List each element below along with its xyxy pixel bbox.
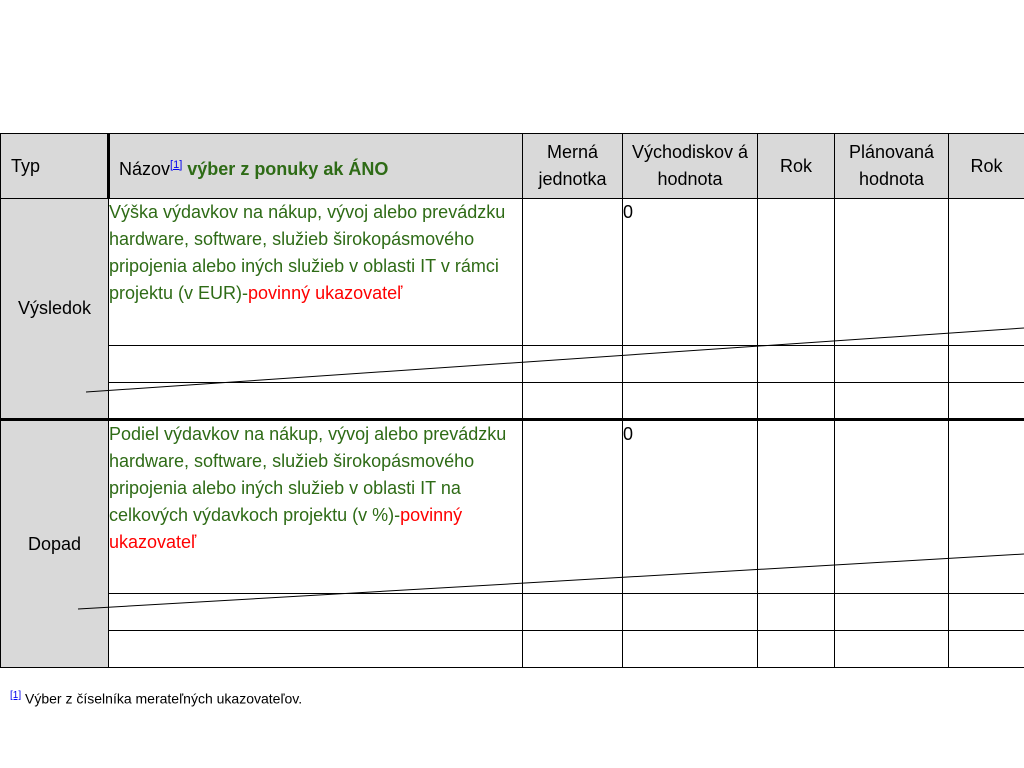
table-row (1, 346, 1024, 383)
indicator-text (109, 420, 523, 594)
empty-cell[interactable] (835, 594, 949, 631)
indicators-table (0, 133, 1024, 668)
empty-cell[interactable] (523, 631, 623, 668)
year-cell[interactable] (758, 420, 835, 594)
empty-cell[interactable] (523, 346, 623, 383)
table-row (1, 631, 1024, 668)
header-typ: Typ (1, 134, 109, 199)
empty-cell[interactable] (109, 631, 523, 668)
table-row (1, 383, 1024, 420)
empty-cell[interactable] (835, 631, 949, 668)
empty-cell[interactable] (623, 631, 758, 668)
header-merna-jednotka: Merná jednotka (523, 134, 623, 199)
header-vychodiskova-hodnota: Východiskov á hodnota (623, 134, 758, 199)
year-cell[interactable] (949, 199, 1024, 346)
footnote-ref-link[interactable]: [1] (170, 158, 183, 171)
empty-cell[interactable] (835, 346, 949, 383)
empty-cell[interactable] (523, 594, 623, 631)
year-cell[interactable] (758, 199, 835, 346)
planned-cell[interactable] (835, 199, 949, 346)
empty-cell[interactable] (758, 383, 835, 420)
unit-cell[interactable] (523, 199, 623, 346)
empty-cell[interactable] (623, 594, 758, 631)
empty-cell[interactable] (949, 346, 1024, 383)
empty-cell[interactable] (758, 594, 835, 631)
baseline-cell[interactable]: 0 (623, 420, 758, 594)
empty-cell[interactable] (623, 383, 758, 420)
footnote (10, 686, 302, 708)
empty-cell[interactable] (949, 383, 1024, 420)
empty-cell[interactable] (949, 631, 1024, 668)
year-cell[interactable] (949, 420, 1024, 594)
header-row (1, 134, 1024, 199)
indicator-description: Podiel výdavkov na nákup, vývoj alebo prevádzku hardware, software, služieb širokopásmového pripojenia alebo iných služieb v oblasti IT na celkových výdavkoch projektu (v %)- (109, 424, 507, 525)
type-cell-dopad: Dopad (1, 420, 109, 668)
baseline-cell[interactable]: 0 (623, 199, 758, 346)
table-row (1, 199, 1024, 346)
empty-cell[interactable] (109, 594, 523, 631)
planned-cell[interactable] (835, 420, 949, 594)
empty-cell[interactable] (109, 346, 523, 383)
unit-cell[interactable] (523, 420, 623, 594)
empty-cell[interactable] (523, 383, 623, 420)
indicator-text (109, 199, 523, 346)
header-nazov (109, 134, 523, 199)
empty-cell[interactable] (109, 383, 523, 420)
empty-cell[interactable] (758, 631, 835, 668)
header-rok-2: Rok (949, 134, 1024, 199)
footnote-anchor-link[interactable]: [1] (10, 690, 22, 701)
indicator-description: Výška výdavkov na nákup, vývoj alebo prevádzku hardware, software, služieb širokopásmového pripojenia alebo iných služieb v oblasti IT v rámci projektu (v EUR)- (109, 202, 506, 303)
empty-cell[interactable] (949, 594, 1024, 631)
header-rok-1: Rok (758, 134, 835, 199)
empty-cell[interactable] (623, 346, 758, 383)
mandatory-label: povinný ukazovateľ (248, 283, 403, 303)
header-planovana-hodnota: Plánovaná hodnota (835, 134, 949, 199)
header-nazov-label: Názov (119, 158, 171, 179)
empty-cell[interactable] (758, 346, 835, 383)
empty-cell[interactable] (835, 383, 949, 420)
footnote-text: Výber z číselníka merateľných ukazovateľov. (21, 690, 303, 707)
table-row (1, 594, 1024, 631)
mandatory-label: povinný ukazovateľ (109, 505, 463, 552)
header-nazov-note: výber z ponuky ak ÁNO (187, 158, 389, 179)
type-cell-vysledok: Výsledok (1, 199, 109, 420)
table-row (1, 420, 1024, 594)
